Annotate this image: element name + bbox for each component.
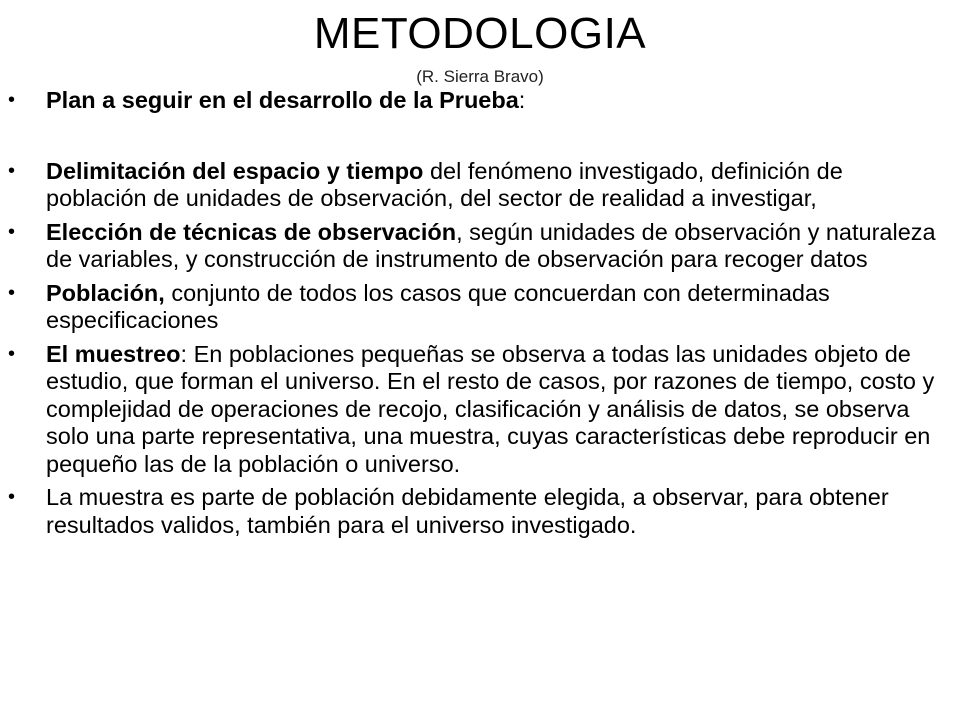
bullet-icon: • <box>8 342 16 365</box>
bullet-icon: • <box>8 159 16 182</box>
bullet-item-muestreo <box>8 340 946 479</box>
bullet-bold-text: El muestreo <box>46 340 181 367</box>
bullet-text: : En poblaciones pequeñas se observa a todas las unidades objeto de estudio, que forman el universo. En el resto de casos, por razones de tiempo, costo y complejidad de operaciones de recojo, clasificación y análisis de datos, se observa solo una parte representativa, una muestra, cuyas características debe reproducir en pequeño las de la población o universo. <box>46 340 935 477</box>
slide-subtitle: (R. Sierra Bravo) <box>416 67 544 86</box>
bullet-icon: • <box>8 281 16 304</box>
bullet-text: del fenómeno investigado, definición de población de unidades de observación, del sector de realidad a investigar, <box>46 157 843 211</box>
bullet-item-poblacion <box>8 279 946 335</box>
bullet-item-eleccion <box>8 218 946 274</box>
bullet-icon: • <box>8 89 16 111</box>
bullet-text: conjunto de todos los casos que concuerdan con determinadas especificaciones <box>46 279 830 333</box>
bullet-list <box>8 87 946 539</box>
bullet-item-plan <box>8 87 946 115</box>
bullet-icon: • <box>8 220 16 243</box>
bullet-list-container <box>0 87 960 545</box>
bullet-bold-text: Plan a seguir en el desarrollo de la Prueba <box>46 87 519 113</box>
bullet-bold-text: Población, <box>46 279 165 306</box>
bullet-text: La muestra es parte de población debidamente elegida, a observar, para obtener resultados validos, también para el universo investigado. <box>46 484 889 538</box>
bullet-text: : <box>518 87 526 113</box>
bullet-bold-text: Elección de técnicas de observación <box>46 218 457 245</box>
bullet-item-muestra <box>8 484 946 539</box>
bullet-item-delimitacion <box>8 157 946 213</box>
bullet-text: , según unidades de observación y naturaleza de variables, y construcción de instrumento de observación para recoger datos <box>46 218 936 272</box>
slide-title: METODOLOGIA <box>313 9 647 58</box>
bullet-bold-text: Delimitación del espacio y tiempo <box>46 157 424 184</box>
bullet-icon: • <box>8 486 16 508</box>
bullet-spacer <box>46 121 946 152</box>
